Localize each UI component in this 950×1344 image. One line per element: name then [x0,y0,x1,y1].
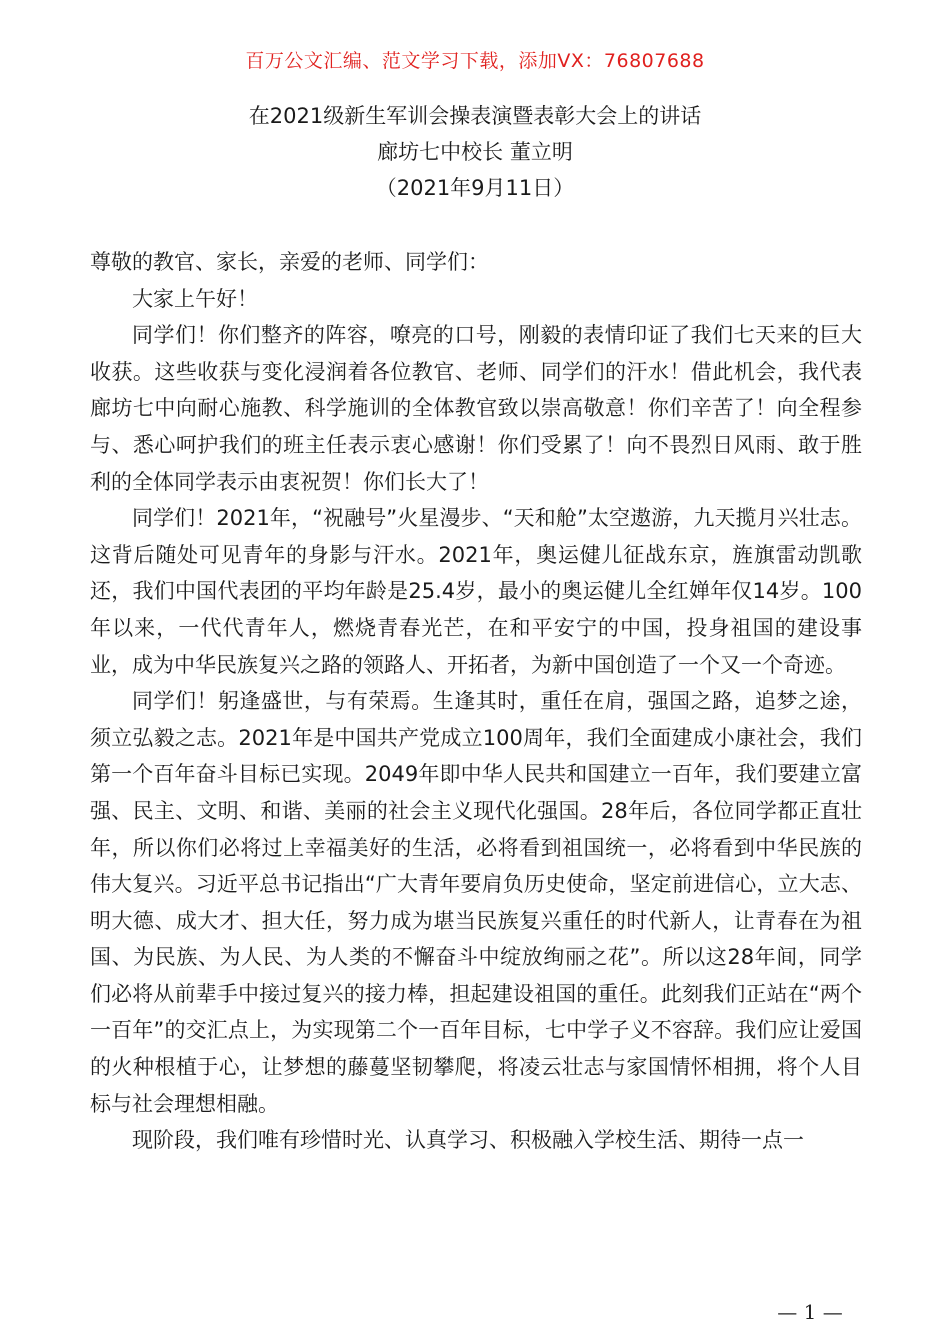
speech-title-block [0,98,950,206]
body-paragraph: 同学们！躬逢盛世，与有荣焉。生逢其时，重任在肩，强国之路，追梦之途，须立弘毅之志。2021年是中国共产党成立100周年，我们全面建成小康社会，我们第一个百年奋斗目标已实现。2049年即中华人民共和国建立一百年，我们要建立富强、民主、文明、和谐、美丽的社会主义现代化强国。28年后，各位同学都正直壮年，所以你们必将过上幸福美好的生活，必将看到祖国统一，必将看到中华民族的伟大复兴。习近平总书记指出“广大青年要肩负历史使命，坚定前进信心，立大志、明大德、成大才、担大任，努力成为堪当民族复兴重任的时代新人，让青春在为祖国、为民族、为人民、为人类的不懈奋斗中绽放绚丽之花”。所以这28年间，同学们必将从前辈手中接过复兴的接力棒，担起建设祖国的重任。此刻我们正站在“两个一百年”的交汇点上，为实现第二个一百年目标，七中学子义不容辞。我们应让爱国的火种根植于心，让梦想的藤蔓坚韧攀爬，将凌云壮志与家国情怀相拥，将个人目标与社会理想相融。 [90,689,862,1116]
body-paragraph: 现阶段，我们唯有珍惜时光、认真学习、积极融入学校生活、期待一点一 [132,1128,804,1153]
speech-title: 在2021级新生军训会操表演暨表彰大会上的讲话 [248,104,702,128]
salutation: 尊敬的教官、家长，亲爱的老师、同学们： [90,250,489,274]
speech-author: 廊坊七中校长 董立明 [377,140,573,164]
body-paragraph: 同学们！你们整齐的阵容，嘹亮的口号，刚毅的表情印证了我们七天来的巨大收获。这些收获与变化浸润着各位教官、老师、同学们的汗水！借此机会，我代表廊坊七中向耐心施教、科学施训的全体教官致以崇高敬意！你们辛苦了！向全程参与、悉心呵护我们的班主任表示衷心感谢！你们受累了！向不畏烈日风雨、敢于胜利的全体同学表示由衷祝贺！你们长大了！ [90,323,862,494]
body-paragraph: 同学们！2021年，“祝融号”火星漫步、“天和舱”太空遨游，九天揽月兴壮志。这背后随处可见青年的身影与汗水。2021年，奥运健儿征战东京，旌旗雷动凯歌还，我们中国代表团的平均年龄是25.4岁，最小的奥运健儿全红婵年仅14岁。100年以来，一代代青年人，燃烧青春光芒，在和平安宁的中国，投身祖国的建设事业，成为中华民族复兴之路的领路人、开拓者，为新中国创造了一个又一个奇迹。 [90,506,862,677]
speech-body [90,244,862,1159]
speech-date: （2021年9月11日） [375,176,575,200]
promo-banner: 百万公文汇编、范文学习下载，添加VX：76807688 [245,50,705,72]
page-number: — 1 — [777,1300,843,1324]
greeting: 大家上午好！ [132,286,258,311]
